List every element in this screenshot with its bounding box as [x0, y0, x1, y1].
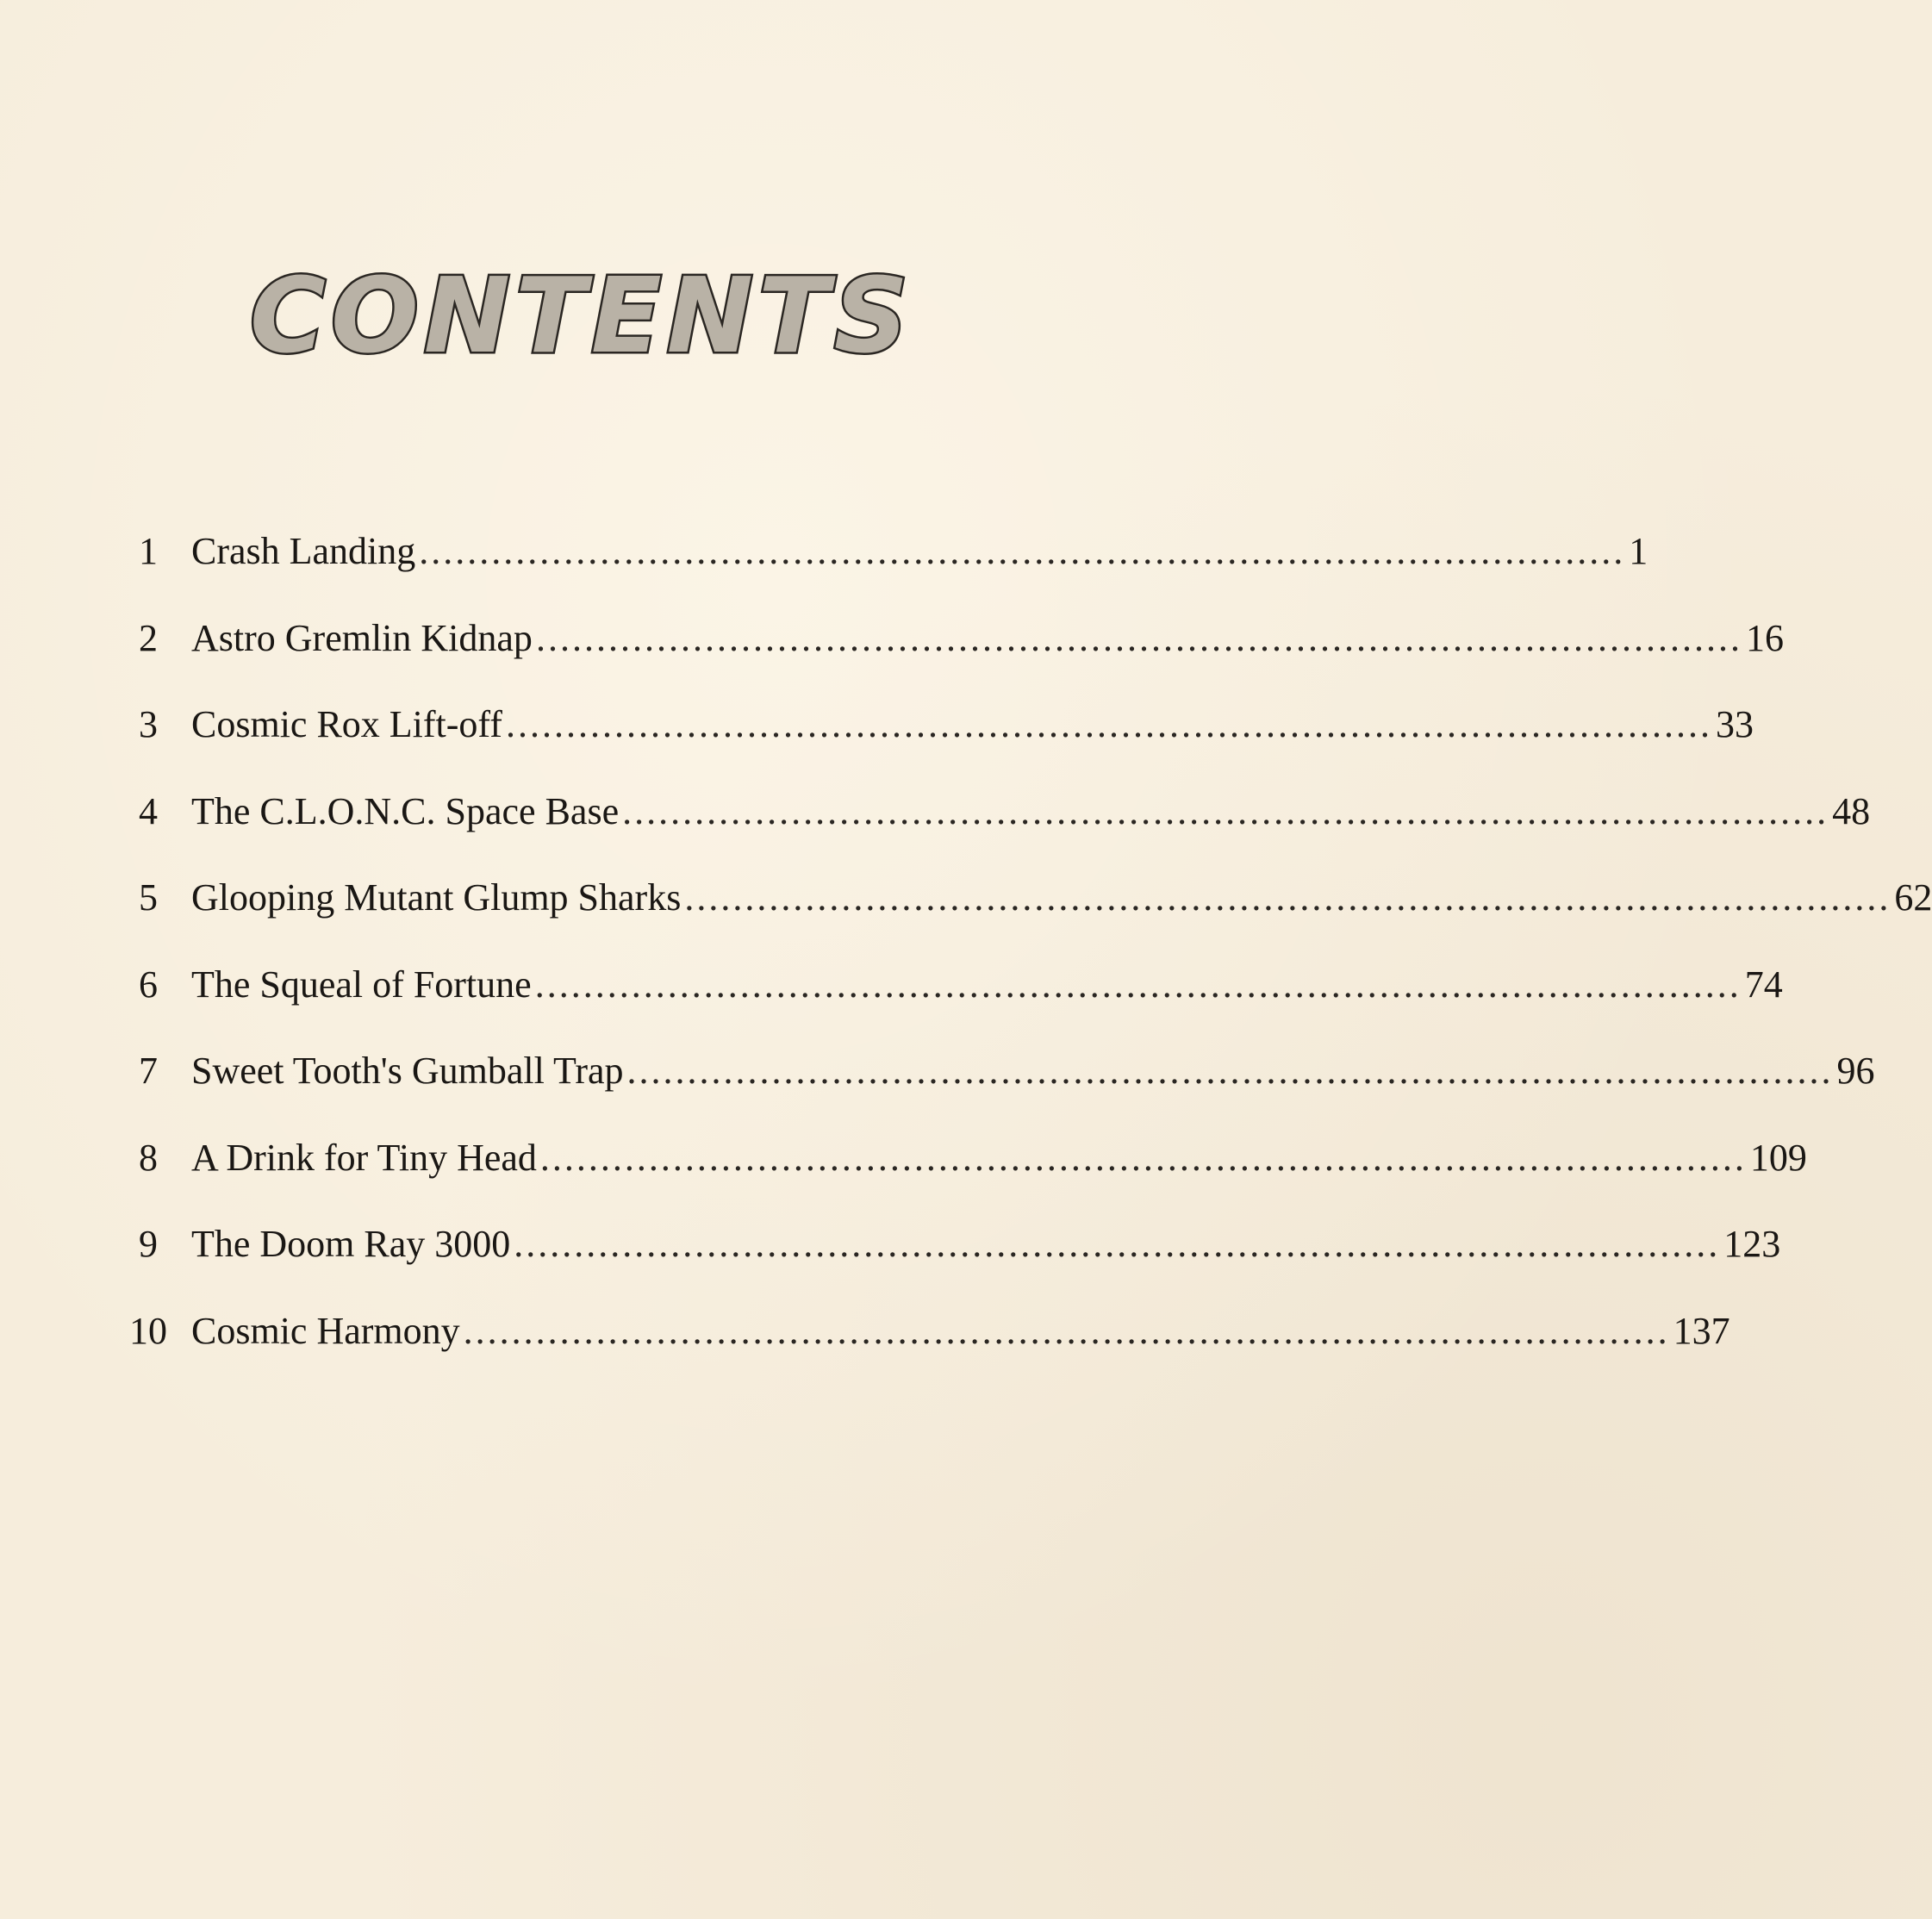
- chapter-title: Cosmic Rox Lift-off: [191, 703, 502, 745]
- dot-leader: ....................................................................................................: [534, 963, 1742, 1006]
- page-number: 109: [1749, 1136, 1807, 1179]
- toc-entry: [110, 855, 1932, 942]
- page-number: 62: [1894, 876, 1932, 919]
- contents-heading-text: CONTENTS: [250, 257, 913, 377]
- chapter-title: Sweet Tooth's Gumball Trap: [191, 1050, 624, 1092]
- dot-leader: ....................................................................................................: [684, 876, 1891, 919]
- chapter-title: Glooping Mutant Glump Sharks: [191, 876, 682, 919]
- chapter-number: 7: [139, 1050, 158, 1092]
- page-number: 1: [1629, 530, 1648, 572]
- chapter-title: The Squeal of Fortune: [191, 963, 532, 1006]
- page-number: 96: [1836, 1050, 1875, 1092]
- chapter-number: 2: [139, 616, 158, 659]
- chapter-number: 10: [129, 1309, 167, 1352]
- dot-leader: ....................................................................................................: [463, 1309, 1670, 1352]
- page-number: 74: [1744, 963, 1783, 1006]
- page-number: 48: [1832, 789, 1871, 832]
- toc-entry: [110, 1115, 1807, 1202]
- dot-leader: ....................................................................................................: [622, 789, 1829, 832]
- page-number: 16: [1745, 616, 1784, 659]
- toc-entry: [110, 769, 1871, 856]
- chapter-number: 4: [139, 789, 158, 832]
- chapter-number: 9: [139, 1223, 158, 1265]
- chapter-title: The Doom Ray 3000: [191, 1223, 511, 1265]
- toc-entry: [110, 942, 1783, 1029]
- contents-heading-graphic: [241, 257, 922, 377]
- chapter-number: 8: [139, 1136, 158, 1179]
- toc-entry: [110, 595, 1784, 682]
- toc-entry: [110, 682, 1754, 769]
- table-of-contents: [110, 508, 1932, 1374]
- dot-leader: ....................................................................................................: [626, 1050, 1834, 1092]
- dot-leader: ....................................................................................................: [535, 616, 1742, 659]
- chapter-number: 6: [139, 963, 158, 1006]
- chapter-number: 1: [139, 530, 158, 572]
- chapter-title: Crash Landing: [191, 530, 416, 572]
- page-number: 33: [1715, 703, 1754, 745]
- dot-leader: ....................................................................................................: [539, 1136, 1747, 1179]
- chapter-number: 5: [139, 876, 158, 919]
- contents-heading: [241, 257, 922, 377]
- chapter-title: The C.L.O.N.C. Space Base: [191, 789, 620, 832]
- dot-leader: ....................................................................................................: [505, 703, 1712, 745]
- chapter-title: A Drink for Tiny Head: [191, 1136, 537, 1179]
- chapter-number: 3: [139, 703, 158, 745]
- page-number: 137: [1673, 1309, 1730, 1352]
- page-number: 123: [1723, 1223, 1781, 1265]
- dot-leader: ....................................................................................................: [514, 1223, 1721, 1265]
- toc-entry: [110, 1288, 1730, 1375]
- chapter-title: Cosmic Harmony: [191, 1309, 460, 1352]
- chapter-title: Astro Gremlin Kidnap: [191, 616, 533, 659]
- toc-entry: [110, 508, 1648, 595]
- toc-entry: [110, 1028, 1875, 1115]
- toc-entry: [110, 1201, 1781, 1288]
- dot-leader: ....................................................................................................: [419, 530, 1626, 572]
